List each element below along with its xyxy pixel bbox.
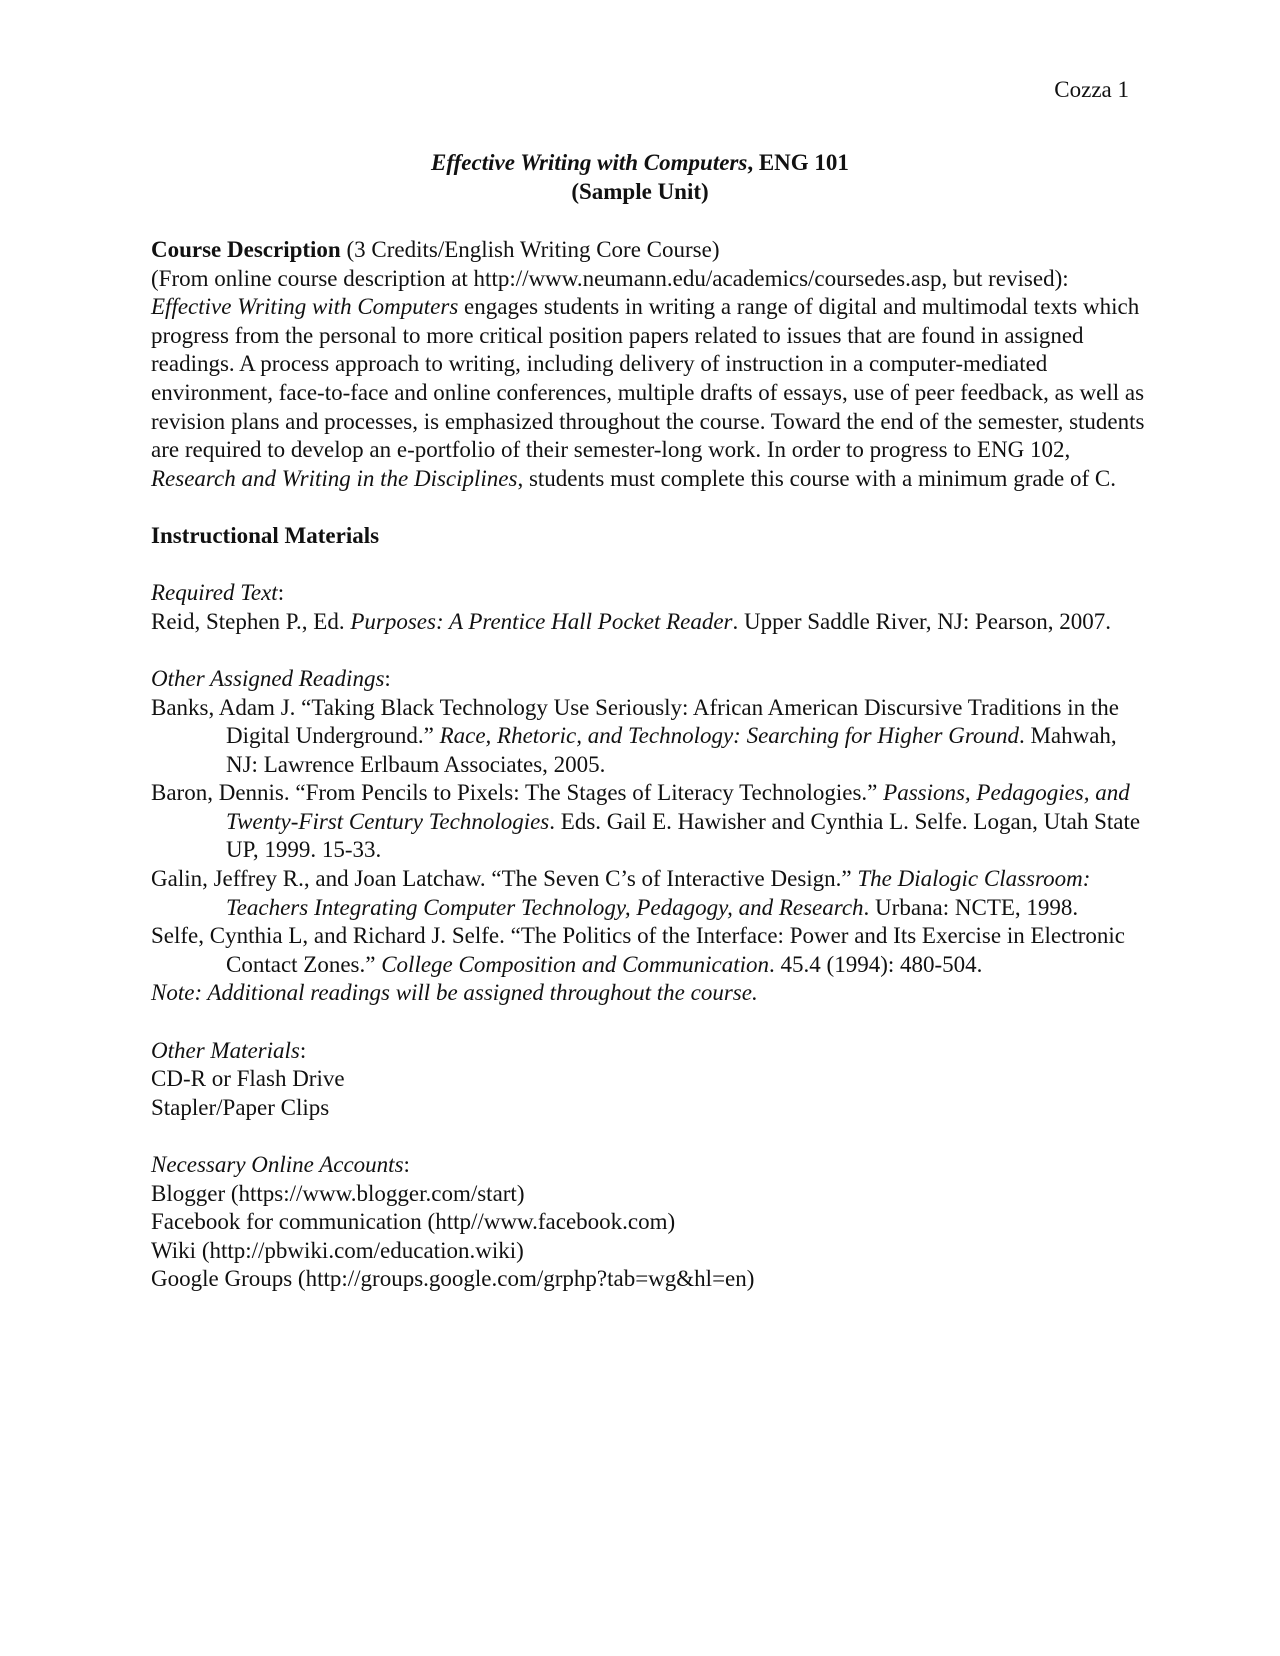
other-materials-label: Other Materials	[151, 1037, 300, 1063]
course-description-source: (From online course description at http://www.neumann.edu/academics/coursedes.asp, but revised):	[151, 265, 1069, 291]
other-readings-label: Other Assigned Readings	[151, 665, 385, 691]
account-item-wiki: Wiki (http://pbwiki.com/education.wiki)	[151, 1237, 524, 1263]
document-body	[151, 236, 1151, 1294]
reading-entry-selfe: Selfe, Cynthia L, and Richard J. Selfe. “The Politics of the Interface: Power and Its Exercise in Electronic Contact Zones.” College Composition and Communication. 45.4 (1994): 480-504.	[151, 923, 1125, 977]
additional-readings-note: Note: Additional readings will be assigned throughout the course.	[151, 980, 758, 1006]
page-header	[1054, 76, 1129, 105]
page-number-label: Cozza 1	[1054, 77, 1129, 102]
course-name: Effective Writing with Computers	[431, 150, 748, 175]
course-description-heading: Course Description	[151, 237, 341, 262]
next-course-name: Research and Writing in the Disciplines	[151, 465, 518, 491]
course-description-course-name: Effective Writing with Computers	[151, 294, 459, 320]
reading-entry-baron: Baron, Dennis. “From Pencils to Pixels: The Stages of Literacy Technologies.” Passions, Pedagogies, and Twenty-First Century Technologies. Eds. Gail E. Hawisher and Cynthia L. Selfe. Logan, Utah State UP, 1999. 15-33.	[151, 780, 1141, 863]
account-item-blogger: Blogger (https://www.blogger.com/start)	[151, 1180, 525, 1206]
course-description-heading-line	[151, 236, 1151, 265]
required-text-label: Required Text	[151, 580, 278, 606]
reading-entry-galin: Galin, Jeffrey R., and Joan Latchaw. “The Seven C’s of Interactive Design.” The Dialogic Classroom: Teachers Integrating Computer Technology, Pedagogy, and Research. Urbana: NCTE, 1998.	[151, 866, 1091, 920]
material-item: Stapler/Paper Clips	[151, 1094, 330, 1120]
course-description-credits: (3 Credits/English Writing Core Course)	[340, 237, 720, 262]
other-readings-label-line: Other Assigned Readings:	[151, 665, 391, 691]
account-item-facebook: Facebook for communication (http//www.facebook.com)	[151, 1209, 676, 1235]
course-code: , ENG 101	[747, 150, 849, 175]
title-subtitle: (Sample Unit)	[571, 178, 709, 204]
online-accounts-label-line: Necessary Online Accounts:	[151, 1152, 410, 1177]
document-title	[0, 149, 1280, 206]
account-item-google-groups: Google Groups (http://groups.google.com/grphp?tab=wg&hl=en)	[151, 1266, 755, 1292]
title-line	[0, 149, 1280, 178]
material-item: CD-R or Flash Drive	[151, 1066, 345, 1092]
other-materials-label-line: Other Materials:	[151, 1037, 307, 1063]
course-description-text-end: , students must complete this course with a minimum grade of C.	[517, 465, 1117, 491]
online-accounts-label: Necessary Online Accounts	[151, 1152, 404, 1177]
reading-entry-banks: Banks, Adam J. “Taking Black Technology Use Seriously: African American Discursive Traditions in the Digital Underground.” Race, Rhetoric, and Technology: Searching for Higher Ground. Mahwah, NJ: Lawrence Erlbaum Associates, 2005.	[151, 694, 1119, 777]
instructional-materials-heading: Instructional Materials	[151, 522, 380, 548]
required-text-label-line: Required Text:	[151, 580, 285, 606]
course-description-text: engages students in writing a range of digital and multimodal texts which progress from the personal to more critical position papers related to issues that are found in assigned readings. A process approach to writing, including delivery of instruction in a computer-mediated environment, face-to-face and online conferences, multiple drafts of essays, use of peer feedback, as well as revision plans and processes, is emphasized throughout the course. Toward the end of the semester, students are required to develop an e-portfolio of their semester-long work. In order to progress to ENG 102,	[151, 294, 1145, 463]
required-text-entry: Reid, Stephen P., Ed. Purposes: A Prentice Hall Pocket Reader. Upper Saddle River, NJ: Pearson, 2007.	[151, 608, 1112, 634]
course-description-paragraph	[151, 293, 1151, 493]
